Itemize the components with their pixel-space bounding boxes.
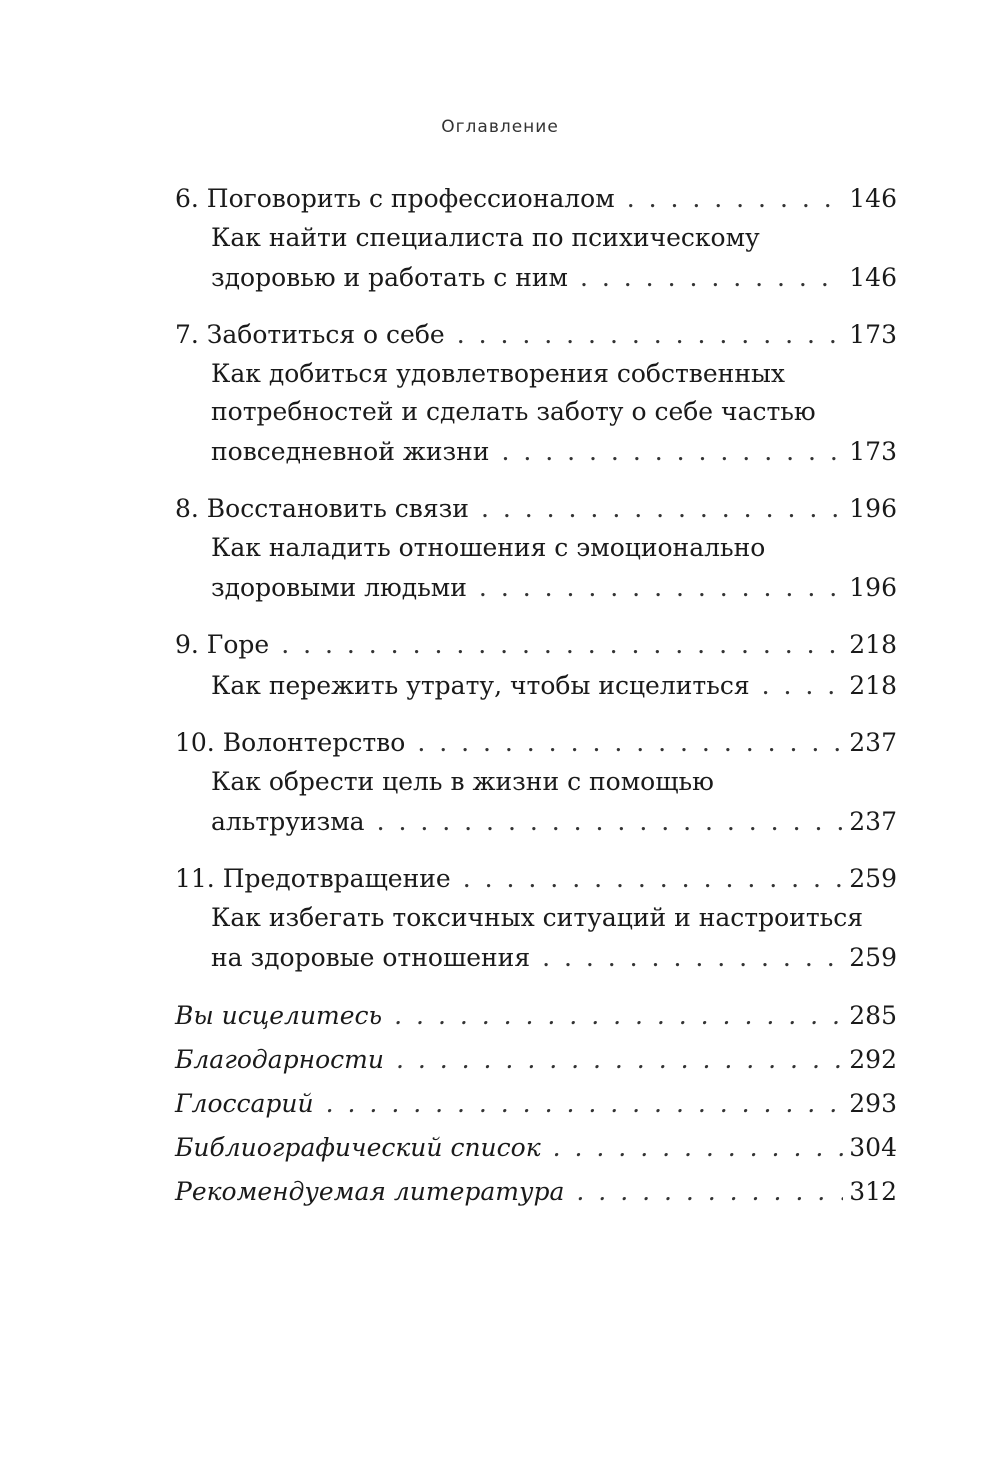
page-number: 218 (849, 671, 897, 700)
dot-leader (542, 937, 843, 978)
subtitle-text: повседневной жизни (211, 437, 490, 466)
dot-leader (762, 665, 844, 706)
subtitle-line: Как наладить отношения с эмоционально (211, 533, 766, 562)
dot-leader (501, 431, 843, 472)
dot-leader (576, 1170, 843, 1214)
dot-leader (326, 1082, 844, 1126)
toc-chapter-9 (175, 624, 897, 706)
table-of-contents (175, 178, 897, 1214)
subtitle-last-line[interactable] (211, 801, 897, 842)
dot-leader (627, 178, 844, 219)
back-matter (175, 994, 897, 1214)
page-number: 237 (849, 728, 897, 757)
page-number: 218 (849, 630, 897, 659)
chapter-title: 6. Поговорить с профессионалом (175, 184, 615, 213)
toc-chapter-8 (175, 488, 897, 608)
dot-leader (463, 858, 844, 899)
subtitle-text: здоровыми людьми (211, 573, 467, 602)
page-number: 285 (849, 1001, 897, 1030)
toc-entry-back[interactable] (175, 1126, 897, 1170)
chapter-subtitle (211, 763, 897, 842)
page-number: 293 (849, 1089, 897, 1118)
subtitle-last-line[interactable] (211, 431, 897, 472)
toc-chapter-10 (175, 722, 897, 842)
subtitle-last-line[interactable] (211, 567, 897, 608)
page-number: 237 (849, 807, 897, 836)
page-number: 173 (849, 320, 897, 349)
page-number: 259 (849, 943, 897, 972)
page-number: 259 (849, 864, 897, 893)
page-number: 312 (849, 1177, 897, 1206)
dot-leader (417, 722, 843, 763)
chapter-subtitle (211, 219, 897, 298)
toc-entry[interactable] (175, 722, 897, 763)
subtitle-last-line[interactable] (211, 257, 897, 298)
chapter-title: 7. Заботиться о себе (175, 320, 445, 349)
page-number: 146 (849, 263, 897, 292)
subtitle-line: Как избегать токсичных ситуаций и настроиться (211, 903, 864, 932)
toc-entry[interactable] (175, 624, 897, 665)
section-title: Библиографический список (175, 1133, 541, 1162)
toc-entry[interactable] (175, 314, 897, 355)
subtitle-line: Как добиться удовлетворения собственных (211, 359, 785, 388)
dot-leader (394, 994, 843, 1038)
subtitle-last-line[interactable] (211, 665, 897, 706)
page-number: 292 (849, 1045, 897, 1074)
page-number: 196 (849, 494, 897, 523)
subtitle-text: на здоровые отношения (211, 943, 531, 972)
dot-leader (553, 1126, 844, 1170)
toc-entry-back[interactable] (175, 1082, 897, 1126)
section-title: Глоссарий (175, 1089, 314, 1118)
subtitle-line: потребностей и сделать заботу о себе частью (211, 397, 816, 426)
toc-entry-back[interactable] (175, 994, 897, 1038)
section-title: Рекомендуемая литература (175, 1177, 565, 1206)
dot-leader (479, 567, 843, 608)
chapter-subtitle (211, 355, 897, 472)
toc-chapter-6 (175, 178, 897, 298)
section-title: Благодарности (175, 1045, 384, 1074)
chapter-title: 9. Горе (175, 630, 270, 659)
page-number: 196 (849, 573, 897, 602)
chapter-subtitle (211, 665, 897, 706)
running-title: Оглавление (441, 117, 559, 137)
page-number: 146 (849, 184, 897, 213)
toc-entry-back[interactable] (175, 1038, 897, 1082)
toc-entry[interactable] (175, 178, 897, 219)
dot-leader (457, 314, 844, 355)
subtitle-line: Как обрести цель в жизни с помощью (211, 767, 714, 796)
subtitle-line: Как найти специалиста по психическому (211, 223, 760, 252)
page-number: 304 (849, 1133, 897, 1162)
subtitle-text: альтруизма (211, 807, 365, 836)
toc-chapter-11 (175, 858, 897, 978)
section-title: Вы исцелитесь (175, 1001, 383, 1030)
chapter-subtitle (211, 899, 897, 978)
subtitle-text: здоровью и работать с ним (211, 263, 568, 292)
subtitle-text: Как пережить утрату, чтобы исцелиться (211, 671, 750, 700)
dot-leader (377, 801, 844, 842)
dot-leader (281, 624, 843, 665)
dot-leader (580, 257, 843, 298)
chapter-title: 10. Волонтерство (175, 728, 406, 757)
chapter-title: 11. Предотвращение (175, 864, 451, 893)
dot-leader (481, 488, 843, 529)
toc-chapter-7 (175, 314, 897, 472)
chapter-subtitle (211, 529, 897, 608)
chapter-title: 8. Восстановить связи (175, 494, 469, 523)
page-number: 173 (849, 437, 897, 466)
toc-entry[interactable] (175, 858, 897, 899)
toc-entry[interactable] (175, 488, 897, 529)
dot-leader (396, 1038, 843, 1082)
toc-entry-back[interactable] (175, 1170, 897, 1214)
subtitle-last-line[interactable] (211, 937, 897, 978)
